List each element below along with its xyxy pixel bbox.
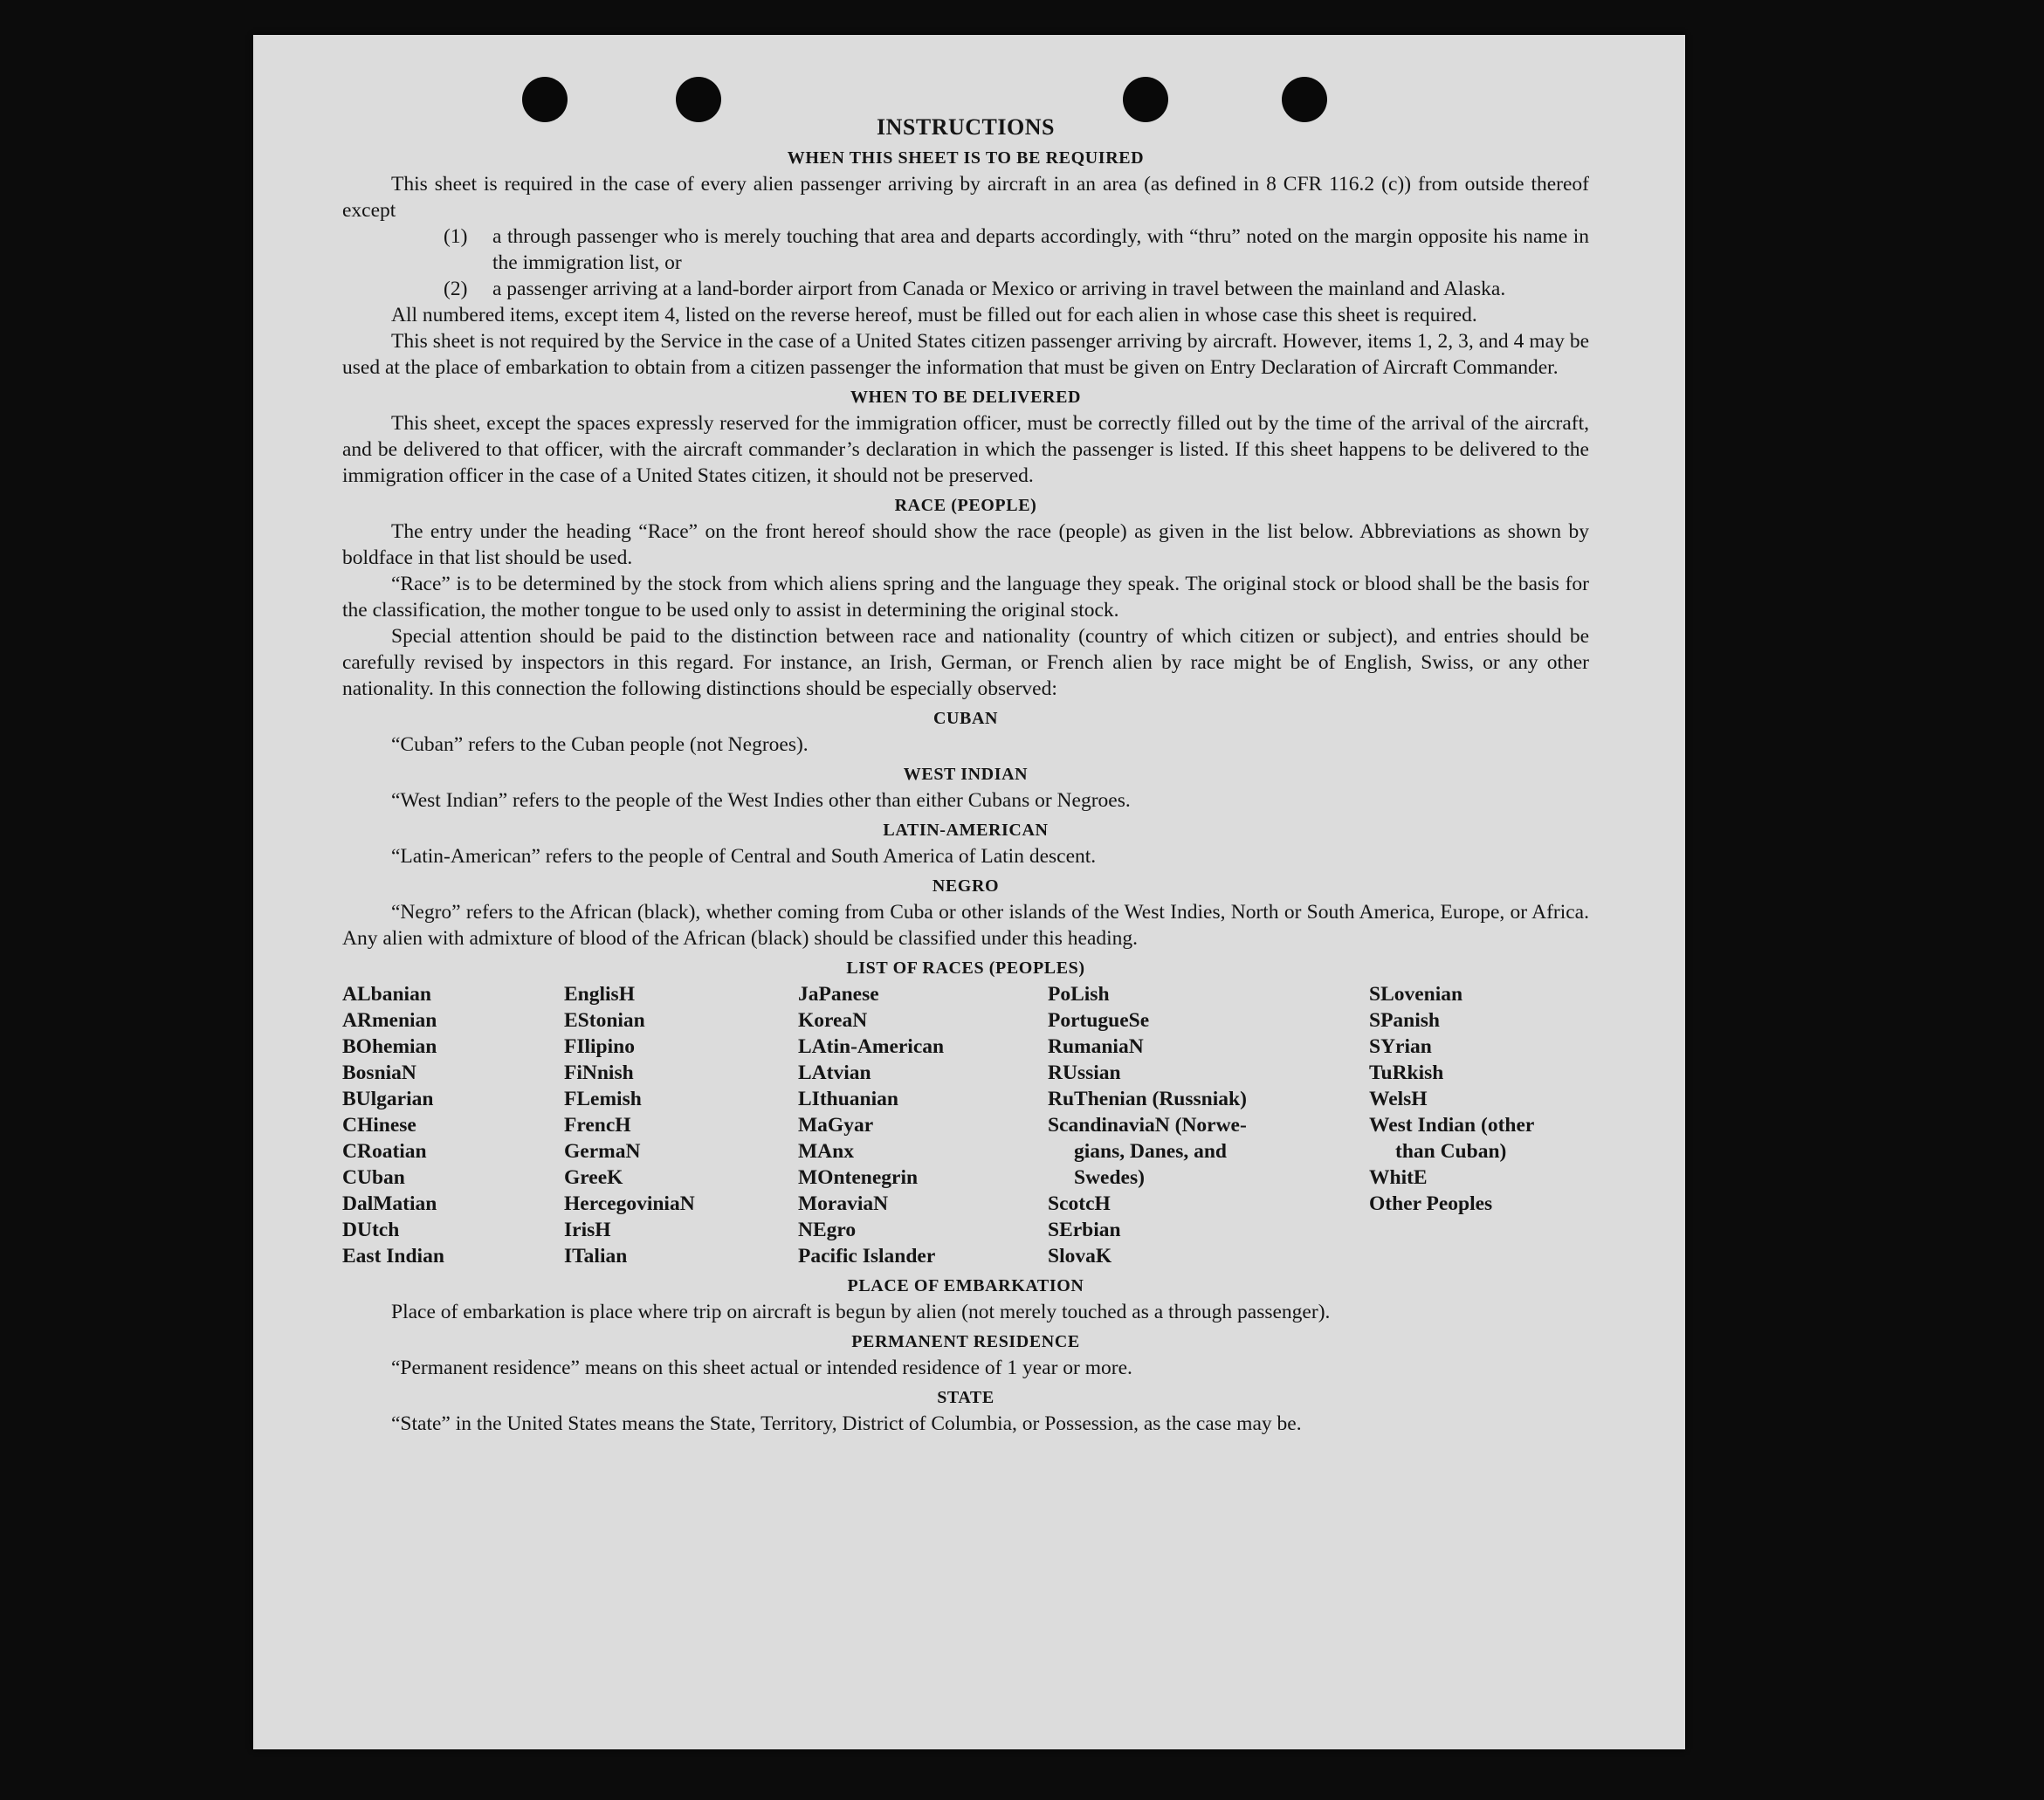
heading-west-indian: WEST INDIAN [903,765,1029,784]
race-entry: FIlipino [564,1035,635,1058]
race-entry: DalMatian [342,1192,437,1215]
race-entry: Swedes) [1074,1166,1145,1189]
race-entry: LAtin-American [798,1035,945,1058]
race-entry: CRoatian [342,1140,427,1163]
race-entry: ITalian [564,1245,628,1268]
race-entry: EStonian [564,1009,645,1032]
race-entry: East Indian [342,1245,444,1268]
heading-delivered: WHEN TO BE DELIVERED [850,388,1082,407]
heading-required: WHEN THIS SHEET IS TO BE REQUIRED [787,148,1145,168]
race-entry: ScandinaviaN (Norwe- [1048,1114,1247,1137]
race-entry: CHinese [342,1114,416,1137]
race-entry: MaGyar [798,1114,874,1137]
race-entry: BOhemian [342,1035,437,1058]
exception-text: a through passenger who is merely touching that area and departs accordingly, with “thru” noted on the margin opposite his name in the immigration list, or [492,225,1589,274]
race-entry: FLemish [564,1088,642,1110]
race-entry: RuThenian (Russniak) [1048,1088,1247,1110]
residence-text: “Permanent residence” means on this sheet actual or intended residence of 1 year or more. [391,1357,1132,1379]
required-paragraph-2: All numbered items, except item 4, listed on the reverse hereof, must be filled out for each alien in whose case this sheet is required. [391,304,1477,326]
race-list [342,981,1589,1269]
document-page [253,35,1685,1749]
race-entry: SlovaK [1048,1245,1112,1268]
page-title: INSTRUCTIONS [877,114,1055,140]
race-column [564,981,798,1269]
race-entry: JaPanese [798,983,879,1006]
race-entry: LIthuanian [798,1088,898,1110]
race-entry: BosniaN [342,1061,416,1084]
heading-state: STATE [937,1388,994,1407]
race-column [798,981,1048,1269]
race-entry: GermaN [564,1140,641,1163]
race-entry: ALbanian [342,983,431,1006]
latin-american-text: “Latin-American” refers to the people of Central and South America of Latin descent. [391,845,1097,868]
race-entry: GreeK [564,1166,623,1189]
race-paragraph-1: The entry under the heading “Race” on the front hereof should show the race (people) as given in the list below. Abbreviations as shown by boldface in that list should be used. [342,520,1589,569]
heading-list-of-races: LIST OF RACES (PEOPLES) [846,958,1085,978]
race-entry: MoraviaN [798,1192,889,1215]
race-entry: CUban [342,1166,405,1189]
race-entry: FiNnish [564,1061,634,1084]
exception-number: (1) [444,225,468,248]
exception-item [444,276,1589,302]
race-entry: PoLish [1048,983,1110,1006]
race-entry: PortugueSe [1048,1009,1150,1032]
race-entry: WhitE [1369,1166,1428,1189]
race-entry: than Cuban) [1395,1140,1507,1163]
exception-text: a passenger arriving at a land-border airport from Canada or Mexico or arriving in travel between the mainland and Alaska. [492,278,1506,300]
state-text: “State” in the United States means the State, Territory, District of Columbia, or Possession, as the case may be. [391,1412,1302,1435]
embarkation-text: Place of embarkation is place where trip on aircraft is begun by alien (not merely touched as a through passenger). [391,1301,1331,1323]
west-indian-text: “West Indian” refers to the people of the West Indies other than either Cubans or Negroes. [391,789,1131,812]
race-entry: WelsH [1369,1088,1428,1110]
race-entry: SYrian [1369,1035,1432,1058]
race-entry: FrencH [564,1114,631,1137]
race-paragraph-2: “Race” is to be determined by the stock from which aliens spring and the language they speak. The original stock or blood shall be the basis for the classification, the mother tongue to be used only to assist in determining the original stock. [342,573,1589,622]
race-entry: TuRkish [1369,1061,1444,1084]
race-entry: HercegoviniaN [564,1192,695,1215]
race-entry: RumaniaN [1048,1035,1144,1058]
race-entry: NEgro [798,1219,857,1241]
race-entry: DUtch [342,1219,400,1241]
race-entry: BUlgarian [342,1088,434,1110]
exception-item [444,223,1589,276]
heading-negro: NEGRO [932,876,1000,896]
race-entry: RUssian [1048,1061,1121,1084]
race-entry: SLovenian [1369,983,1463,1006]
heading-permanent-residence: PERMANENT RESIDENCE [851,1332,1080,1351]
delivered-paragraph: This sheet, except the spaces expressly reserved for the immigration officer, must be correctly filled out by the time of the arrival of the aircraft, and be delivered to that officer, with the aircraft commander’s declaration in which the passenger is listed. If this sheet happens to be delivered to the immigration officer in the case of a United States citizen, it should not be preserved. [342,412,1589,487]
race-entry: ScotcH [1048,1192,1111,1215]
heading-embarkation: PLACE OF EMBARKATION [847,1276,1084,1295]
negro-text: “Negro” refers to the African (black), whether coming from Cuba or other islands of the West Indies, North or South America, Europe, or Africa. Any alien with admixture of blood of the African (black) should be classified under this heading. [342,901,1589,950]
race-entry: SPanish [1369,1009,1440,1032]
required-intro: This sheet is required in the case of every alien passenger arriving by aircraft in an area (as defined in 8 CFR 116.2 (c)) from outside thereof except [342,173,1589,222]
race-entry: MAnx [798,1140,854,1163]
race-column [1369,981,1589,1269]
heading-cuban: CUBAN [933,709,999,728]
race-entry: ARmenian [342,1009,437,1032]
race-entry: Other Peoples [1369,1192,1493,1215]
heading-latin-american: LATIN-AMERICAN [883,821,1049,840]
race-entry: West Indian (other [1369,1114,1535,1137]
race-column [1048,981,1369,1269]
required-paragraph-3: This sheet is not required by the Service in the case of a United States citizen passenger arriving by aircraft. However, items 1, 2, 3, and 4 may be used at the place of embarkation to obtain from a citizen passenger the information that must be given on Entry Declaration of Aircraft Commander. [342,330,1589,379]
race-entry: IrisH [564,1219,611,1241]
race-paragraph-3: Special attention should be paid to the distinction between race and nationality (country of which citizen or subject), and entries should be carefully revised by inspectors in this regard. For instance, an Irish, German, or French alien by race might be of English, Swiss, or any other nationality. In this connection the following distinctions should be especially observed: [342,625,1589,700]
race-entry: KoreaN [798,1009,868,1032]
document-content [342,113,1589,1437]
exception-number: (2) [444,278,468,300]
race-entry: gians, Danes, and [1074,1140,1227,1163]
heading-race: RACE (PEOPLE) [894,496,1037,515]
race-column [342,981,564,1269]
race-entry: MOntenegrin [798,1166,919,1189]
cuban-text: “Cuban” refers to the Cuban people (not Negroes). [391,733,809,756]
race-entry: EnglisH [564,983,635,1006]
race-entry: Pacific Islander [798,1245,936,1268]
race-entry: SErbian [1048,1219,1121,1241]
race-entry: LAtvian [798,1061,871,1084]
